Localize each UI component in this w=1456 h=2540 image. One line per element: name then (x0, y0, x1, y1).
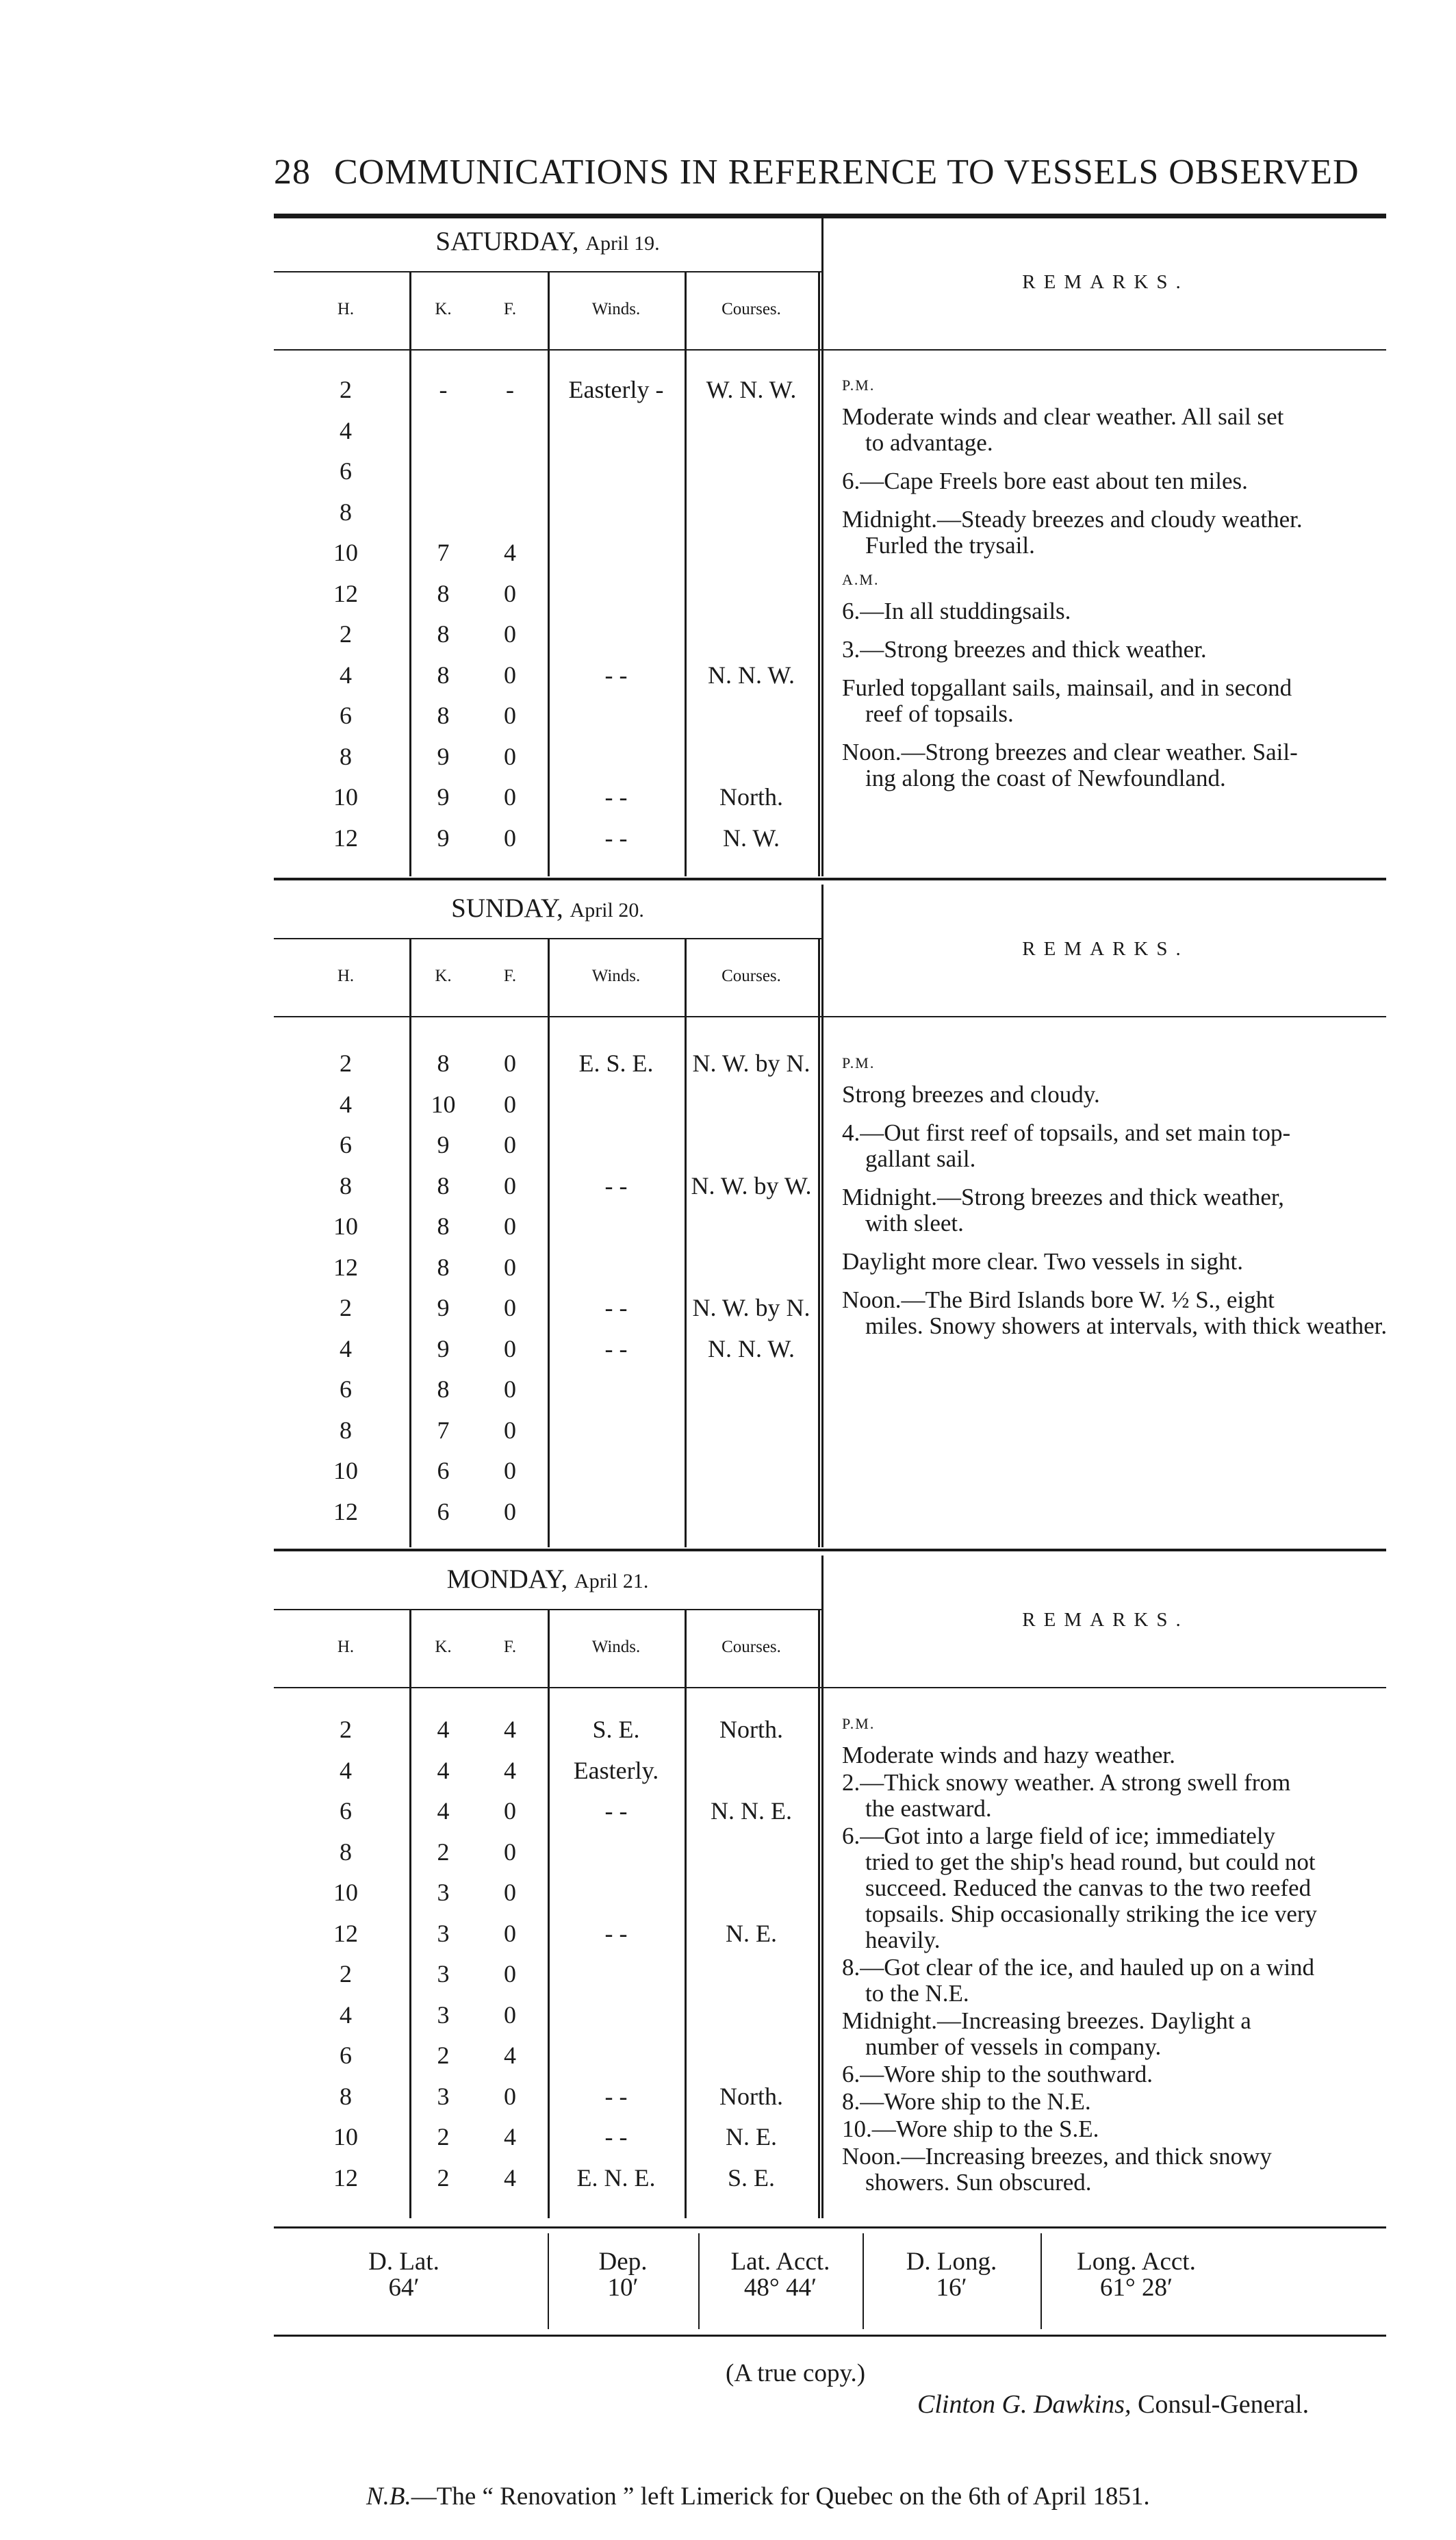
remark-first-line: Midnight.—Strong breezes and thick weather, (842, 1184, 1284, 1210)
table-cell: 9 (437, 1131, 450, 1158)
column-divider (685, 939, 687, 1547)
table-cell: 4 (504, 1756, 516, 1784)
summary-bottom-rule (274, 2335, 1386, 2337)
table-cell: 0 (504, 1131, 516, 1158)
table-cell: 2 (340, 1294, 352, 1321)
table-cell: 0 (504, 1497, 516, 1525)
remark-first-line: Moderate winds and hazy weather. (842, 1742, 1175, 1768)
table-cell: 8 (340, 498, 352, 526)
table-cell: 9 (437, 824, 450, 852)
table-cell: 8 (437, 1212, 450, 1240)
remark-first-line: Daylight more clear. Two vessels in sight. (842, 1248, 1243, 1275)
remark-first-line: 8.—Got clear of the ice, and hauled up on a wind (842, 1954, 1315, 1981)
table-cell: 0 (504, 742, 516, 770)
table-cell: 3 (437, 1879, 450, 1906)
summary-label: Dep. (598, 2248, 648, 2276)
table-cell: 4 (340, 416, 352, 444)
table-cell: 0 (504, 1375, 516, 1403)
table-cell: N. W. by W. (691, 1171, 812, 1199)
table-cell: - - (604, 1294, 628, 1321)
table-cell: 8 (437, 1050, 450, 1077)
table-cell: - - (604, 1171, 628, 1199)
nb-text: —The “ Renovation ” left Limerick for Quebec on the 6th of April 1851. (411, 2482, 1150, 2511)
remark-first-line: 3.—Strong breezes and thick weather. (842, 636, 1207, 663)
remark-first-line: 8.—Wore ship to the N.E. (842, 2088, 1091, 2115)
remark-entry (842, 1249, 1390, 1275)
signature (917, 2389, 1309, 2420)
table-cell: 2 (437, 2163, 450, 2192)
remark-first-line: 4.—Out first reef of topsails, and set main top- (842, 1119, 1291, 1146)
remark-first-line: 10.—Wore ship to the S.E. (842, 2116, 1099, 2142)
summary-label: D. Lat. (368, 2248, 439, 2276)
table-cell: 12 (333, 1253, 358, 1281)
table-cell: - - (604, 1797, 628, 1825)
section-double-rule (274, 878, 1386, 880)
table-cell: 0 (504, 2082, 516, 2110)
remark-entry (842, 1823, 1390, 1953)
summary-value: 64′ (388, 2274, 420, 2302)
table-cell: - - (604, 824, 628, 852)
table-cell: 0 (504, 1090, 516, 1118)
remark-entry (842, 1120, 1390, 1172)
table-cell: 10 (333, 783, 358, 811)
table-cell: 6 (340, 1131, 352, 1158)
table-cell: - (506, 376, 514, 403)
summary-d-long- (869, 2249, 1034, 2301)
day-date: April 19. (585, 232, 660, 255)
table-cell: - - (604, 1919, 628, 1947)
table-cell: Easterly - (568, 376, 664, 403)
table-cell: 6 (340, 702, 352, 729)
column-header-winds: Winds. (591, 1638, 641, 1656)
table-cell: 4 (437, 1756, 450, 1784)
table-cell: 4 (340, 2001, 352, 2029)
remark-entry (842, 739, 1390, 791)
remark-entry (842, 1742, 1390, 1768)
table-cell: 10 (333, 2123, 358, 2150)
table-cell: 7 (437, 539, 450, 566)
remark-continuation: with sleet. (865, 1210, 964, 1236)
table-cell: 8 (437, 661, 450, 689)
true-copy-note: (A true copy.) (726, 2359, 866, 2387)
table-cell: North. (719, 783, 783, 811)
remark-entry (842, 507, 1390, 559)
table-cell: 8 (340, 742, 352, 770)
remark-entry (842, 468, 1390, 494)
column-header-fathoms: F. (503, 1638, 517, 1656)
table-cell: N. E. (726, 1919, 777, 1947)
table-cell: 10 (431, 1090, 456, 1118)
table-cell: 6 (340, 2042, 352, 2069)
table-cell: 2 (340, 1716, 352, 1743)
table-cell: 2 (340, 620, 352, 648)
section-double-rule (274, 1549, 1386, 1551)
remark-first-line: Noon.—Strong breezes and clear weather. Sail- (842, 739, 1298, 765)
time-label: P.M. (842, 1715, 876, 1732)
day-name: MONDAY, (446, 1564, 575, 1594)
column-divider (818, 939, 820, 1547)
table-cell: 0 (504, 1960, 516, 1987)
table-cell: 6 (340, 457, 352, 485)
remark-continuation: Furled the trysail. (865, 532, 1035, 559)
table-cell: 4 (340, 1756, 352, 1784)
time-label: P.M. (842, 1054, 876, 1071)
table-cell: 10 (333, 1457, 358, 1484)
time-label: P.M. (842, 377, 876, 394)
remark-first-line: 6.—Cape Freels bore east about ten miles. (842, 468, 1248, 494)
table-cell: 8 (340, 2082, 352, 2110)
column-header-fathoms: F. (503, 967, 517, 985)
column-header-knots: K. (435, 300, 452, 318)
remark-entry (842, 2061, 1390, 2087)
table-cell: N. W. by N. (692, 1050, 810, 1077)
remark-entry (842, 2116, 1390, 2142)
remark-first-line: Noon.—The Bird Islands bore W. ½ S., eight (842, 1286, 1275, 1313)
summary-label: Long. Acct. (1077, 2248, 1196, 2276)
day-title (274, 226, 821, 257)
table-cell: N. W. by N. (692, 1294, 810, 1321)
table-cell: 12 (333, 2163, 358, 2192)
table-cell: 2 (437, 2123, 450, 2150)
table-cell: - - (604, 2082, 628, 2110)
table-cell: 12 (333, 579, 358, 607)
table-cell: 2 (437, 1838, 450, 1866)
table-cell: 0 (504, 661, 516, 689)
table-cell: 0 (504, 1838, 516, 1866)
summary-value: 16′ (936, 2274, 967, 2302)
remark-entry (842, 598, 1390, 624)
remark-entry (842, 1770, 1390, 1822)
column-header-courses: Courses. (721, 1638, 781, 1656)
table-cell: 6 (340, 1375, 352, 1403)
summary-lat-acct- (705, 2249, 856, 2301)
remarks-divider (821, 885, 823, 1547)
table-cell: 3 (437, 1960, 450, 1987)
header-rule (274, 214, 1386, 218)
remarks-divider (821, 1555, 823, 2218)
table-cell: 10 (333, 1212, 358, 1240)
summary-value: 61° 28′ (1099, 2274, 1173, 2302)
nb-label: N.B. (366, 2482, 411, 2511)
summary-dep- (554, 2249, 691, 2301)
remark-continuation: the eastward. (865, 1795, 992, 1822)
summary-label: Lat. Acct. (730, 2248, 830, 2276)
table-cell: 4 (504, 539, 516, 566)
remark-continuation: miles. Snowy showers at intervals, with thick weather. (865, 1312, 1388, 1339)
table-cell: 4 (504, 2042, 516, 2069)
summary-divider (1040, 2233, 1042, 2329)
summary-divider (698, 2233, 700, 2329)
table-cell: - - (604, 1334, 628, 1362)
table-cell: 12 (333, 824, 358, 852)
summary-d-lat- (294, 2249, 513, 2301)
day-date: April 21. (574, 1570, 649, 1592)
header-rule (274, 349, 1386, 351)
table-cell: 2 (340, 376, 352, 403)
table-cell: 0 (504, 620, 516, 648)
column-header-courses: Courses. (721, 967, 781, 985)
remark-continuation: to advantage. (865, 429, 993, 456)
table-cell: 0 (504, 1253, 516, 1281)
table-cell: S. E. (727, 2163, 775, 2192)
table-cell: 0 (504, 579, 516, 607)
column-divider (818, 1610, 820, 2218)
table-cell: 2 (340, 1960, 352, 1987)
remark-continuation: ing along the coast of Newfoundland. (865, 765, 1226, 791)
remark-entry (842, 1082, 1390, 1108)
table-cell: 9 (437, 1334, 450, 1362)
table-cell: 0 (504, 1212, 516, 1240)
signature-title: Consul-General. (1137, 2390, 1310, 2419)
table-cell: 10 (333, 539, 358, 566)
table-cell: 3 (437, 2082, 450, 2110)
column-header-courses: Courses. (721, 300, 781, 318)
column-header-knots: K. (435, 967, 452, 985)
remark-entry (842, 2089, 1390, 2115)
table-cell: 8 (340, 1838, 352, 1866)
table-cell: 4 (504, 1716, 516, 1743)
nb-note (366, 2482, 1150, 2511)
table-cell: 9 (437, 742, 450, 770)
table-cell: - - (604, 661, 628, 689)
summary-top-rule (274, 2226, 1386, 2228)
table-cell: 0 (504, 1416, 516, 1444)
remarks-header: REMARKS. (1022, 938, 1189, 960)
column-header-winds: Winds. (591, 967, 641, 985)
remark-entry (842, 2144, 1390, 2196)
remark-continuation: gallant sail. (865, 1145, 976, 1172)
table-cell: 4 (340, 1090, 352, 1118)
table-cell: 2 (340, 1050, 352, 1077)
table-cell: 4 (504, 2123, 516, 2150)
remarks-header: REMARKS. (1022, 271, 1189, 293)
table-cell: 12 (333, 1919, 358, 1947)
table-cell: E. N. E. (576, 2163, 656, 2192)
table-cell: 3 (437, 2001, 450, 2029)
table-cell: 0 (504, 1171, 516, 1199)
table-cell: 9 (437, 783, 450, 811)
table-cell: W. N. W. (706, 376, 797, 403)
column-header-fathoms: F. (503, 300, 517, 318)
day-title (274, 1564, 821, 1595)
column-header-winds: Winds. (591, 300, 641, 318)
table-cell: 8 (437, 702, 450, 729)
time-label: A.M. (842, 571, 880, 588)
day-title (274, 893, 821, 924)
remark-first-line: 2.—Thick snowy weather. A strong swell from (842, 1769, 1291, 1796)
table-cell: 3 (437, 1919, 450, 1947)
table-cell: 8 (340, 1416, 352, 1444)
table-cell: 6 (340, 1797, 352, 1825)
table-cell: 4 (437, 1716, 450, 1743)
remark-continuation: number of vessels in company. (865, 2033, 1162, 2060)
summary-long-acct- (1047, 2249, 1225, 2301)
day-name: SATURDAY, (435, 227, 586, 256)
table-cell: - - (604, 783, 628, 811)
table-cell: 6 (437, 1457, 450, 1484)
summary-divider (548, 2233, 549, 2329)
table-cell: N. N. W. (707, 1334, 795, 1362)
table-cell: 8 (340, 1171, 352, 1199)
table-cell: 0 (504, 1797, 516, 1825)
day-date: April 20. (570, 899, 644, 922)
table-cell: 8 (437, 1253, 450, 1281)
table-cell: North. (719, 1716, 783, 1743)
remark-entry (842, 675, 1390, 727)
remark-continuation: reef of topsails. (865, 700, 1014, 727)
remark-continuation: to the N.E. (865, 1980, 969, 2007)
summary-value: 48° 44′ (743, 2274, 817, 2302)
page-header (274, 152, 1369, 207)
table-cell: - - (604, 2123, 628, 2150)
remark-entry (842, 1184, 1390, 1236)
remark-first-line: 6.—In all studdingsails. (842, 598, 1071, 624)
summary-divider (863, 2233, 864, 2329)
remark-first-line: Furled topgallant sails, mainsail, and in second (842, 674, 1292, 701)
remark-first-line: Strong breezes and cloudy. (842, 1081, 1100, 1108)
remark-first-line: Noon.—Increasing breezes, and thick snowy (842, 2143, 1272, 2170)
table-cell: - (439, 376, 448, 403)
remark-first-line: 6.—Wore ship to the southward. (842, 2061, 1153, 2087)
table-cell: 0 (504, 1879, 516, 1906)
table-cell: 0 (504, 824, 516, 852)
remark-continuation: tried to get the ship's head round, but could not succeed. Reduced the canvas to the two reefed topsails. Ship occasionally striking the ice very heavily. (865, 1849, 1318, 1953)
table-cell: 8 (437, 1375, 450, 1403)
table-cell: 0 (504, 2001, 516, 2029)
remark-first-line: 6.—Got into a large field of ice; immediately (842, 1823, 1276, 1849)
table-cell: 6 (437, 1497, 450, 1525)
table-cell: 8 (437, 1171, 450, 1199)
remark-entry (842, 637, 1390, 663)
table-cell: 12 (333, 1497, 358, 1525)
remark-continuation: showers. Sun obscured. (865, 2169, 1092, 2196)
column-header-hours: H. (337, 967, 355, 985)
table-cell: Easterly. (573, 1756, 659, 1784)
table-cell: N. W. (722, 824, 780, 852)
table-cell: 0 (504, 1294, 516, 1321)
table-cell: 10 (333, 1879, 358, 1906)
remark-first-line: Moderate winds and clear weather. All sail set (842, 403, 1284, 430)
table-cell: 4 (504, 2163, 516, 2192)
table-cell: 9 (437, 1294, 450, 1321)
table-cell: 2 (437, 2042, 450, 2069)
page-title: COMMUNICATIONS IN REFERENCE TO VESSELS OBSERVED (334, 153, 1359, 192)
remark-entry (842, 1955, 1390, 2007)
table-cell: 7 (437, 1416, 450, 1444)
page-number: 28 (274, 153, 311, 192)
table-cell: S. E. (592, 1716, 640, 1743)
remark-entry (842, 404, 1390, 456)
remark-entry (842, 2008, 1390, 2060)
table-cell: 4 (340, 661, 352, 689)
column-divider (818, 272, 820, 876)
table-cell: E. S. E. (578, 1050, 654, 1077)
table-cell: 0 (504, 1050, 516, 1077)
header-rule (274, 1687, 1386, 1688)
remarks-header: REMARKS. (1022, 1609, 1189, 1631)
column-divider (548, 939, 550, 1547)
table-cell: 0 (504, 1334, 516, 1362)
summary-label: D. Long. (906, 2248, 997, 2276)
table-cell: 4 (437, 1797, 450, 1825)
remark-first-line: Midnight.—Steady breezes and cloudy weather. (842, 506, 1303, 533)
remark-entry (842, 1287, 1390, 1339)
remark-first-line: Midnight.—Increasing breezes. Daylight a (842, 2007, 1251, 2034)
table-cell: 0 (504, 702, 516, 729)
table-cell: 8 (437, 620, 450, 648)
table-cell: 0 (504, 1457, 516, 1484)
day-name: SUNDAY, (451, 893, 570, 923)
summary-value: 10′ (607, 2274, 639, 2302)
table-cell: North. (719, 2082, 783, 2110)
table-cell: N. N. E. (711, 1797, 792, 1825)
column-header-hours: H. (337, 300, 355, 318)
table-cell: 8 (437, 579, 450, 607)
remarks-divider (821, 218, 823, 876)
table-cell: N. E. (726, 2123, 777, 2150)
column-header-knots: K. (435, 1638, 452, 1656)
table-cell: 4 (340, 1334, 352, 1362)
column-header-hours: H. (337, 1638, 355, 1656)
signature-name: Clinton G. Dawkins, (917, 2390, 1132, 2419)
table-cell: 0 (504, 1919, 516, 1947)
table-cell: N. N. W. (707, 661, 795, 689)
table-cell: 0 (504, 783, 516, 811)
header-rule (274, 1016, 1386, 1017)
